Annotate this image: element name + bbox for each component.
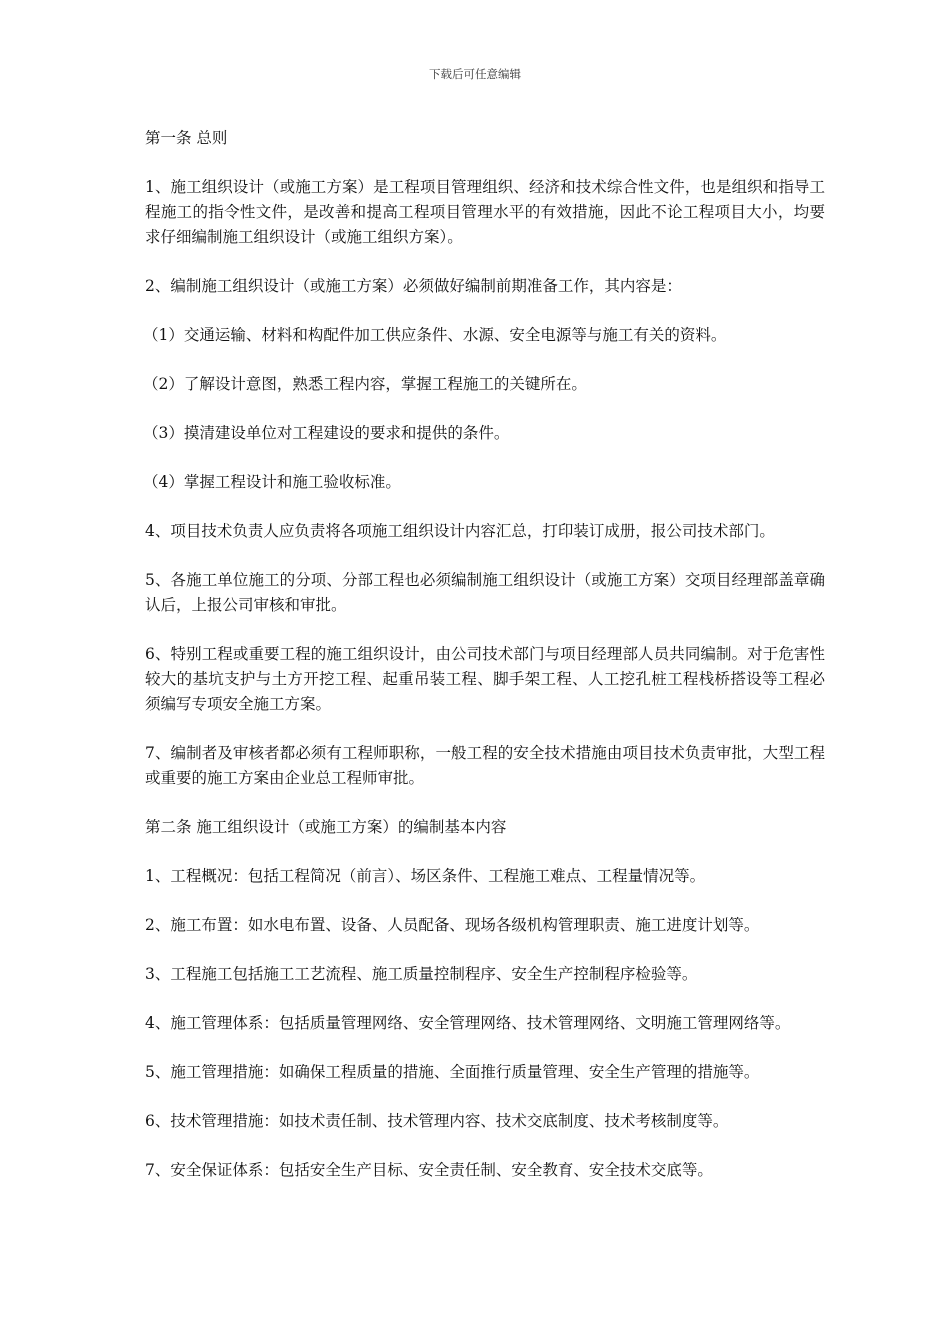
paragraph: 4、施工管理体系：包括质量管理网络、安全管理网络、技术管理网络、文明施工管理网络等。 — [145, 1014, 791, 1032]
paragraph: 7、安全保证体系：包括安全生产目标、安全责任制、安全教育、安全技术交底等。 — [145, 1161, 713, 1179]
paragraph: 5、施工管理措施：如确保工程质量的措施、全面推行质量管理、安全生产管理的措施等。 — [145, 1063, 760, 1081]
paragraph: 6、特别工程或重要工程的施工组织设计，由公司技术部门与项目经理部人员共同编制。对于危害性较大的基坑支护与土方开挖工程、起重吊装工程、脚手架工程、人工挖孔桩工程栈桥搭设等工程必须编写专项安全施工方案。 — [145, 645, 825, 713]
sub-item: （3）摸清建设单位对工程建设的要求和提供的条件。 — [143, 424, 510, 442]
document-body — [145, 126, 825, 1207]
paragraph: 4、项目技术负责人应负责将各项施工组织设计内容汇总，打印装订成册，报公司技术部门。 — [145, 522, 775, 540]
sub-item: （2）了解设计意图，熟悉工程内容，掌握工程施工的关键所在。 — [143, 375, 587, 393]
page-header: 下载后可任意编辑 — [429, 67, 521, 81]
paragraph: 2、施工布置：如水电布置、设备、人员配备、现场各级机构管理职责、施工进度计划等。 — [145, 916, 760, 934]
paragraph: 7、编制者及审核者都必须有工程师职称，一般工程的安全技术措施由项目技术负责审批，大型工程或重要的施工方案由企业总工程师审批。 — [145, 744, 825, 787]
sub-item: （4）掌握工程设计和施工验收标准。 — [143, 473, 401, 491]
paragraph: 2、编制施工组织设计（或施工方案）必须做好编制前期准备工作，其内容是： — [145, 277, 682, 295]
section-heading: 第一条 总则 — [145, 129, 228, 147]
paragraph: 1、工程概况：包括工程简况（前言）、场区条件、工程施工难点、工程量情况等。 — [145, 867, 706, 885]
paragraph: 1、施工组织设计（或施工方案）是工程项目管理组织、经济和技术综合性文件，也是组织和指导工程施工的指令性文件，是改善和提高工程项目管理水平的有效措施，因此不论工程项目大小，均要求仔细编制施工组织设计（或施工组织方案）。 — [145, 178, 825, 246]
sub-item: （1）交通运输、材料和构配件加工供应条件、水源、安全电源等与施工有关的资料。 — [143, 326, 727, 344]
paragraph: 3、工程施工包括施工工艺流程、施工质量控制程序、安全生产控制程序检验等。 — [145, 965, 698, 983]
paragraph: 5、各施工单位施工的分项、分部工程也必须编制施工组织设计（或施工方案）交项目经理部盖章确认后，上报公司审核和审批。 — [145, 571, 825, 614]
paragraph: 6、技术管理措施：如技术责任制、技术管理内容、技术交底制度、技术考核制度等。 — [145, 1112, 729, 1130]
section-heading: 第二条 施工组织设计（或施工方案）的编制基本内容 — [145, 818, 507, 836]
